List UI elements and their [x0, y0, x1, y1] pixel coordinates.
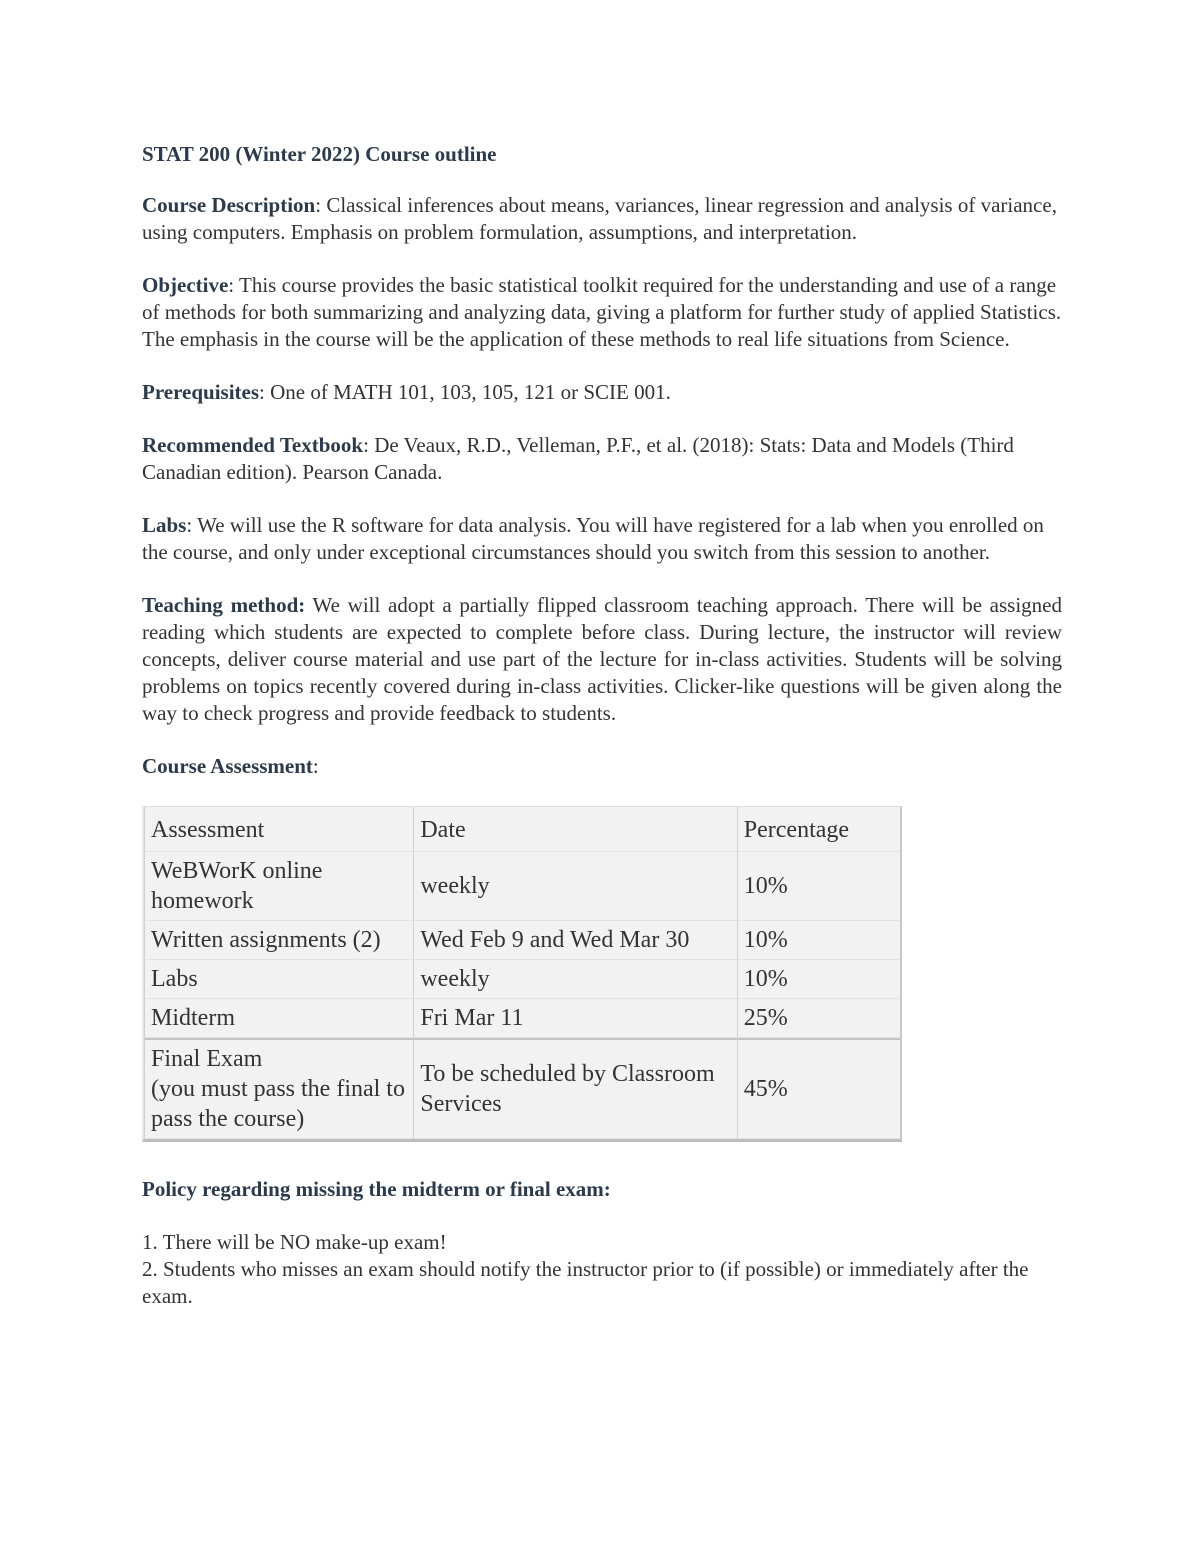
labs: [142, 512, 1062, 566]
cell-date: To be scheduled by Classroom Services: [413, 1038, 736, 1139]
course-assessment-heading: [142, 753, 1062, 780]
document-page: [142, 138, 1062, 1310]
teaching-method-text: We will adopt a partially flipped classroom teaching approach. There will be assigned reading which students are expected to complete before class. During lecture, the instructor will review concepts, deliver course material and use part of the lecture for in-class activities. Students will be solving problems on topics recently covered during in-class activities. Clicker-like questions will be given along the way to check progress and provide feedback to students.: [142, 593, 1063, 725]
cell-percentage: 10%: [737, 852, 900, 921]
teaching-method-label: Teaching method:: [142, 593, 306, 617]
course-assessment-label: Course Assessment: [142, 754, 313, 778]
list-item: 2. Students who misses an exam should notify the instructor prior to (if possible) or immediately after the exam.: [142, 1257, 1029, 1308]
prerequisites-label: Prerequisites: [142, 380, 260, 404]
table-row: [144, 852, 900, 921]
list-item: 1. There will be NO make-up exam!: [142, 1230, 447, 1254]
objective-text: : This course provides the basic statistical toolkit required for the understanding and use of a range of methods for both summarizing and analyzing data, giving a platform for further study of applied Statistics. The emphasis in the course will be the application of these methods to real life situations from Science.: [142, 273, 1062, 351]
header-percentage: Percentage: [737, 807, 900, 852]
cell-date: Wed Feb 9 and Wed Mar 30: [413, 921, 736, 960]
page-title: STAT 200 (Winter 2022) Course outline: [142, 142, 497, 166]
table-row: [144, 1038, 900, 1139]
cell-date: weekly: [413, 960, 736, 999]
policy-list: [142, 1229, 1062, 1310]
cell-item: Midterm: [144, 999, 413, 1038]
table-row: [144, 960, 900, 999]
cell-date: weekly: [413, 852, 736, 921]
cell-item: [144, 1038, 413, 1139]
prerequisites: [142, 379, 1062, 406]
cell-percentage: 45%: [737, 1038, 900, 1139]
cell-percentage: 25%: [737, 999, 900, 1038]
header-date: Date: [413, 807, 736, 852]
labs-text: : We will use the R software for data analysis. You will have registered for a lab when you enrolled on the course, and only under exceptional circumstances should you switch from this session to another.: [142, 513, 1044, 564]
table-row: [144, 999, 900, 1038]
course-assessment-suffix: :: [312, 754, 319, 778]
assessment-table: [142, 806, 902, 1142]
cell-item-line2: (you must pass the final to pass the course): [151, 1076, 405, 1132]
table-header-row: [144, 807, 900, 852]
course-description-text: : Classical inferences about means, variances, linear regression and analysis of variance, using computers. Emphasis on problem formulation, assumptions, and interpretation.: [142, 193, 1057, 244]
prerequisites-text: : One of MATH 101, 103, 105, 121 or SCIE 001.: [259, 380, 671, 404]
recommended-textbook-label: Recommended Textbook: [142, 433, 364, 457]
cell-percentage: 10%: [737, 921, 900, 960]
recommended-textbook-text: : De Veaux, R.D., Velleman, P.F., et al. (2018): Stats: Data and Models (Third Canadian edition). Pearson Canada.: [142, 433, 1014, 484]
table-row: [144, 921, 900, 960]
header-assessment: Assessment: [144, 807, 413, 852]
policy-heading: Policy regarding missing the midterm or final exam:: [142, 1177, 611, 1201]
cell-date: Fri Mar 11: [413, 999, 736, 1038]
recommended-textbook: [142, 432, 1062, 486]
cell-percentage: 10%: [737, 960, 900, 999]
course-description-label: Course Description: [142, 193, 316, 217]
objective: [142, 272, 1062, 353]
cell-item-line1: Final Exam: [151, 1046, 263, 1072]
labs-label: Labs: [142, 513, 187, 537]
cell-item: Written assignments (2): [144, 921, 413, 960]
teaching-method: [142, 592, 1062, 727]
objective-label: Objective: [142, 273, 229, 297]
cell-item: Labs: [144, 960, 413, 999]
cell-item: WeBWorK online homework: [144, 852, 413, 921]
course-description: [142, 192, 1062, 246]
